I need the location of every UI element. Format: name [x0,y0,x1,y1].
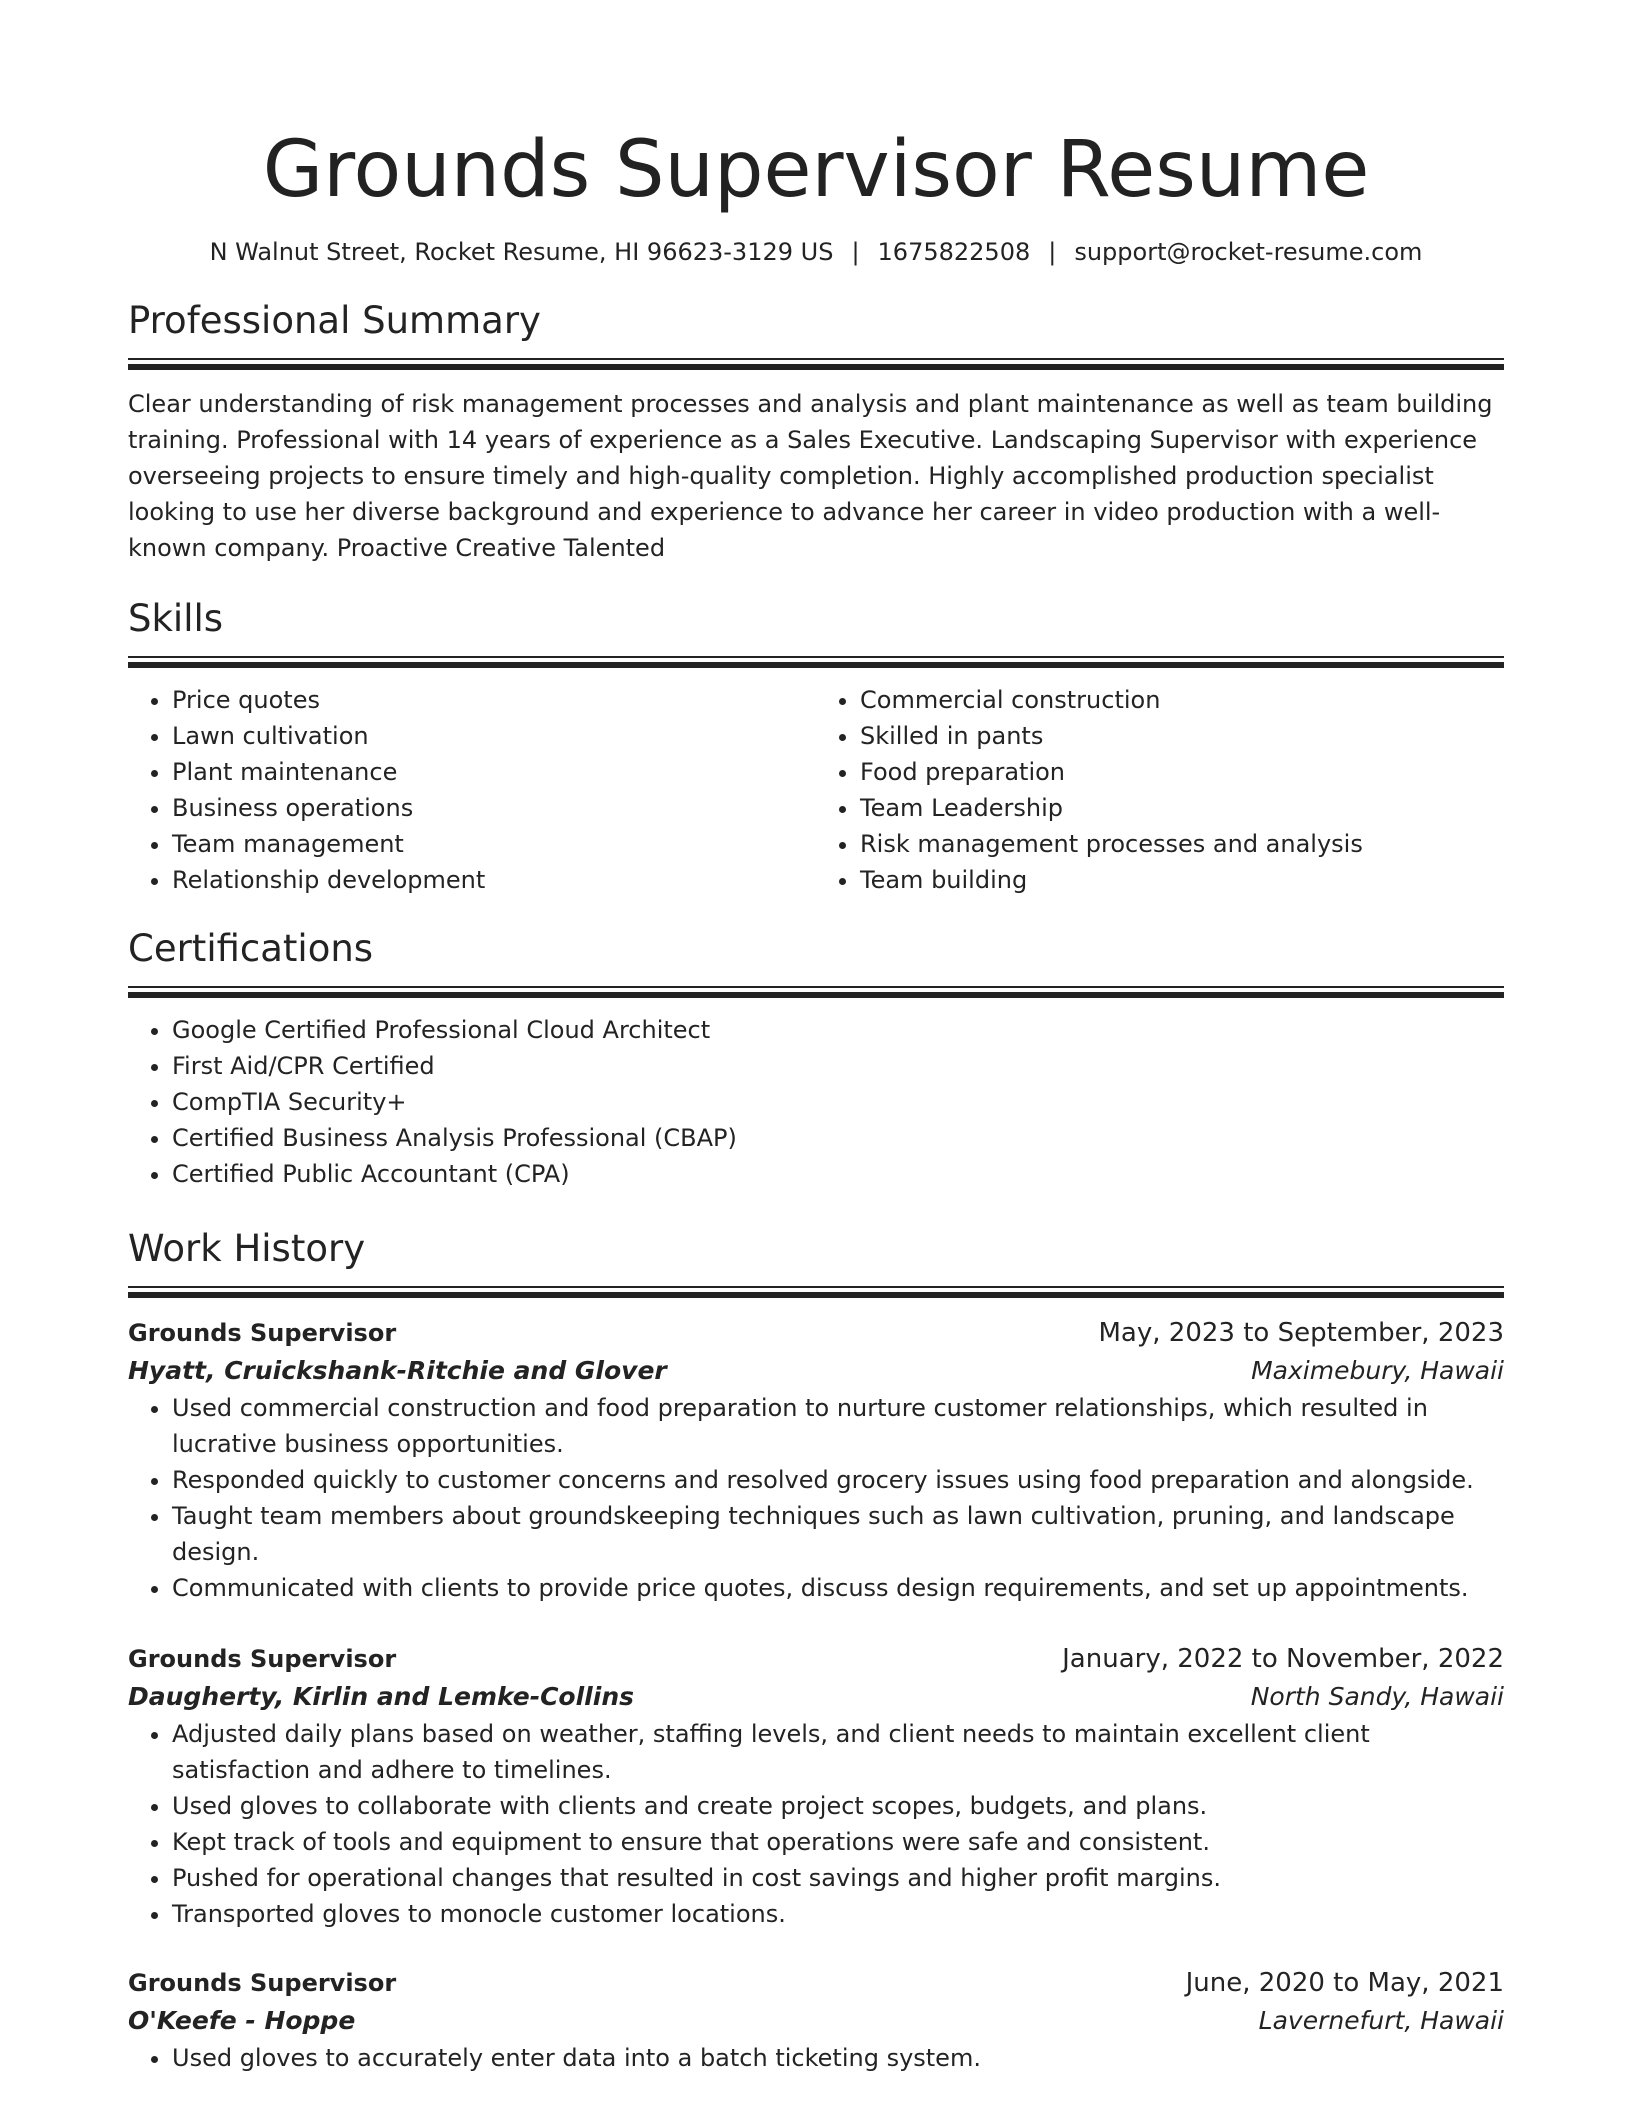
job-bullet: • Kept track of tools and equipment to ensure that operations were safe and consistent. [172,1824,1504,1860]
skill-item: • Relationship development [172,862,816,898]
skill-item: • Lawn cultivation [172,718,816,754]
job-location: North Sandy, Hawaii [1250,1682,1504,1711]
skill-item: • Food preparation [860,754,1504,790]
certifications-section [128,926,1504,1192]
job-location: Maximebury, Hawaii [1251,1356,1504,1385]
job-bullet: • Pushed for operational changes that resulted in cost savings and higher profit margins. [172,1860,1504,1896]
contact-separator: | [851,238,860,266]
job-dates: January, 2022 to November, 2022 [1062,1644,1504,1674]
job-bullet: • Responded quickly to customer concerns and resolved grocery issues using food preparation and alongside. [172,1462,1504,1498]
job-company: O'Keefe - Hoppe [128,2006,356,2035]
skills-list-left [128,682,816,898]
job-entry [128,1964,1504,2076]
job-bullet: • Taught team members about groundskeeping techniques such as lawn cultivation, pruning, and landscape design. [172,1498,1504,1570]
page-title: Grounds Supervisor Resume [262,125,1370,215]
contact-address: N Walnut Street, Rocket Resume, HI 96623-3129 US [209,238,834,266]
section-heading-work-history: Work History [128,1227,366,1270]
skill-item: • Business operations [172,790,816,826]
job-entry [128,1314,1504,1606]
job-title: Grounds Supervisor [128,1969,397,1997]
summary-section [128,298,1504,566]
job-bullet: • Used commercial construction and food preparation to nurture customer relationships, which resulted in lucrative business opportunities. [172,1390,1504,1462]
job-bullet: • Transported gloves to monocle customer locations. [172,1896,1504,1932]
job-location: Lavernefurt, Hawaii [1258,2006,1504,2035]
skill-item: • Team Leadership [860,790,1504,826]
contact-separator: | [1048,238,1057,266]
job-bullets [128,1716,1504,1932]
section-divider [128,986,1504,998]
job-dates: June, 2020 to May, 2021 [1185,1968,1504,1998]
skills-list-right [816,682,1504,898]
job-title: Grounds Supervisor [128,1645,397,1673]
section-heading-summary: Professional Summary [128,299,541,342]
skill-item: • Skilled in pants [860,718,1504,754]
certification-item: • Certified Public Accountant (CPA) [172,1156,1504,1192]
contact-line [128,236,1504,268]
skill-item: • Team management [172,826,816,862]
skill-item: • Price quotes [172,682,816,718]
certification-item: • Certified Business Analysis Professional (CBAP) [172,1120,1504,1156]
job-header [128,1964,1504,2002]
job-subheader [128,1352,1504,1390]
work-history-section [128,1226,1504,2076]
job-title: Grounds Supervisor [128,1319,397,1347]
job-header [128,1640,1504,1678]
skills-section [128,596,1504,898]
summary-text: Clear understanding of risk management processes and analysis and plant maintenance as well as team building training. Professional with 14 years of experience as a Sales Executive. Landscaping Supervisor with experience overseeing projects to ensure timely and high-quality completion. Highly accomplished production specialist looking to use her diverse background and experience to advance her career in video production with a well-known company. Proactive Creative Talented [128,390,1493,562]
job-company: Daugherty, Kirlin and Lemke-Collins [128,1682,634,1711]
job-header [128,1314,1504,1352]
certification-item: • CompTIA Security+ [172,1084,1504,1120]
skill-item: • Commercial construction [860,682,1504,718]
certifications-list [128,1012,1504,1192]
skills-grid [128,682,1504,898]
section-divider [128,656,1504,668]
section-heading-certifications: Certifications [128,927,374,970]
job-bullet: • Used gloves to accurately enter data into a batch ticketing system. [172,2040,1504,2076]
job-dates: May, 2023 to September, 2023 [1098,1318,1504,1348]
section-divider [128,358,1504,370]
contact-phone: 1675822508 [877,238,1031,266]
job-bullet: • Adjusted daily plans based on weather, staffing levels, and client needs to maintain excellent client satisfaction and adhere to timelines. [172,1716,1504,1788]
certification-item: • First Aid/CPR Certified [172,1048,1504,1084]
section-heading-skills: Skills [128,597,224,640]
resume-page [128,0,1504,2076]
certification-item: • Google Certified Professional Cloud Architect [172,1012,1504,1048]
job-bullets [128,2040,1504,2076]
job-company: Hyatt, Cruickshank-Ritchie and Glover [128,1356,667,1385]
skill-item: • Team building [860,862,1504,898]
section-divider [128,1286,1504,1298]
skill-item: • Plant maintenance [172,754,816,790]
job-bullet: • Used gloves to collaborate with clients and create project scopes, budgets, and plans. [172,1788,1504,1824]
skill-item: • Risk management processes and analysis [860,826,1504,862]
job-bullet: • Communicated with clients to provide price quotes, discuss design requirements, and set up appointments. [172,1570,1504,1606]
job-bullets [128,1390,1504,1606]
job-entry [128,1640,1504,1932]
contact-email[interactable]: support@rocket-resume.com [1074,238,1423,266]
job-subheader [128,2002,1504,2040]
job-subheader [128,1678,1504,1716]
